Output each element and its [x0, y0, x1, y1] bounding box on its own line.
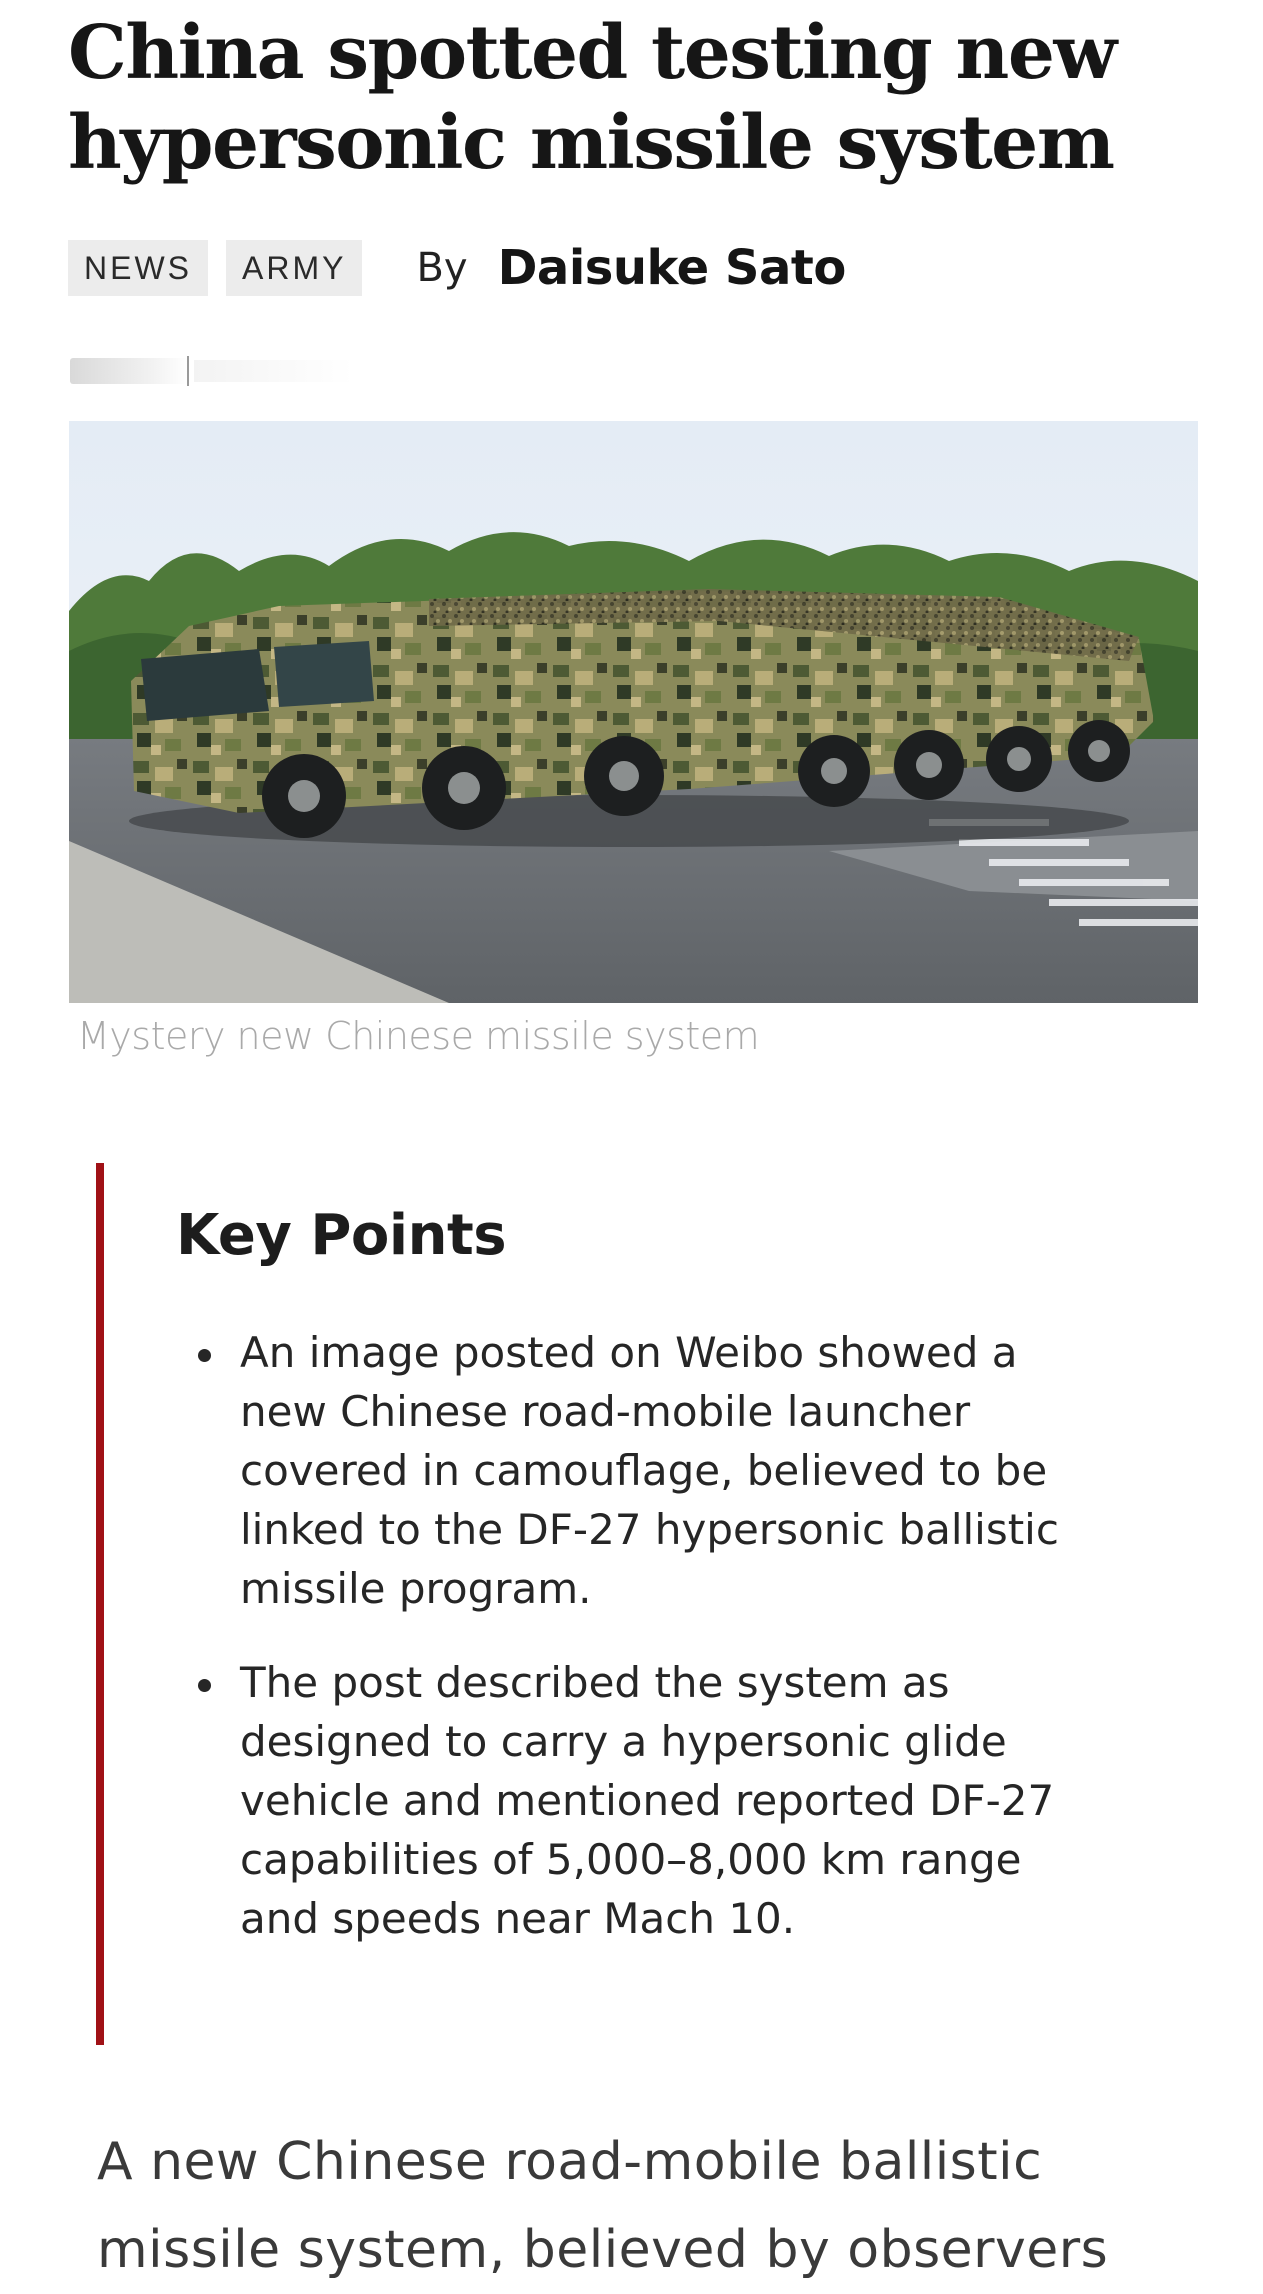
bullet-icon — [198, 1679, 211, 1692]
byline-prefix: By — [416, 245, 468, 291]
share-placeholder-right — [194, 360, 354, 382]
byline — [416, 240, 845, 296]
tag-army[interactable]: ARMY — [226, 240, 362, 296]
key-point-text: An image posted on Weibo showed a new Chinese road-mobile launcher covered in camouflage, believed to be linked to the DF-27 hypersonic ballistic missile program. — [240, 1328, 1059, 1613]
missile-launcher-photo — [69, 421, 1198, 1003]
article-headline: China spotted testing new hypersonic missile system — [68, 10, 1116, 186]
share-placeholder-left — [70, 358, 188, 384]
hero-image — [69, 421, 1198, 1003]
tag-news[interactable]: NEWS — [68, 240, 208, 296]
article-meta — [68, 238, 846, 298]
article-lead-paragraph: A new Chinese road-mobile ballistic missile system, believed by observers — [97, 2132, 1109, 2280]
key-point-item — [198, 1323, 1078, 1618]
key-points-list — [198, 1323, 1078, 1983]
bullet-icon — [198, 1349, 211, 1362]
key-point-item — [198, 1653, 1078, 1948]
key-point-text: The post described the system as designed to carry a hypersonic glide vehicle and mentioned reported DF-27 capabilities of 5,000–8,000 km range and speeds near Mach 10. — [240, 1658, 1055, 1943]
key-points-title: Key Points — [176, 1203, 507, 1268]
author-link[interactable]: Daisuke Sato — [497, 240, 846, 296]
image-caption: Mystery new Chinese missile system — [77, 1014, 760, 1058]
share-divider — [187, 356, 189, 386]
share-bar-placeholder — [70, 356, 290, 386]
key-points-box — [96, 1163, 1104, 2045]
